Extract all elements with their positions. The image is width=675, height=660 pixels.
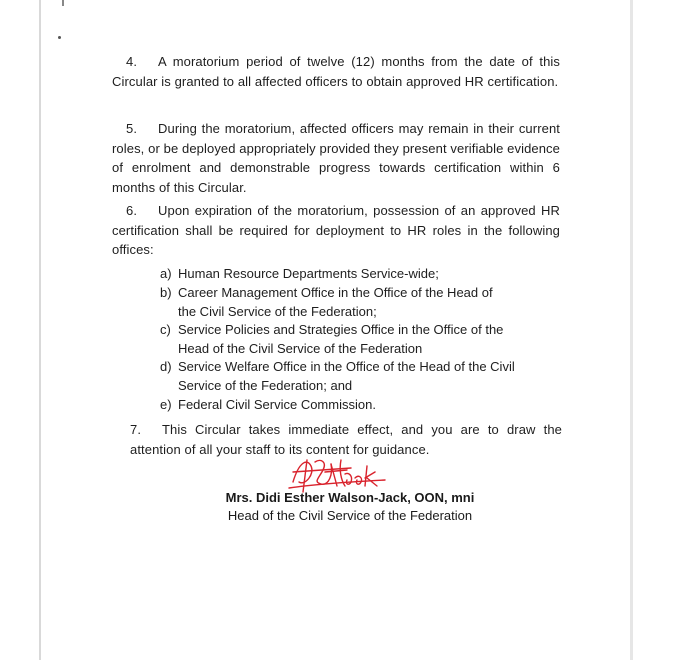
paragraph-text: During the moratorium, affected officers may remain in their current roles, or be deployed appropriately provided they present verifiable evidence of enrolment and demonstrable progress towards certification within 6 months of this Circular. <box>112 121 560 195</box>
list-item-text: Career Management Office in the Office of the Head of <box>178 285 493 300</box>
list-marker: e) <box>160 397 172 412</box>
list-item-continuation: the Civil Service of the Federation; <box>178 304 377 319</box>
list-marker: b) <box>160 285 172 300</box>
scan-edge-right <box>630 0 633 660</box>
list-item-continuation: Head of the Civil Service of the Federation <box>178 341 423 356</box>
list-item-text: Service Policies and Strategies Office in the Office of the <box>178 322 504 337</box>
list-item <box>160 357 515 376</box>
paragraph-number: 6. <box>126 203 138 218</box>
list-marker: a) <box>160 266 172 281</box>
list-item <box>160 283 493 302</box>
list-item <box>160 395 376 414</box>
scan-mark <box>62 0 64 6</box>
list-item <box>160 264 439 283</box>
list-item-continuation: Service of the Federation; and <box>178 378 353 393</box>
scan-edge-left <box>39 0 41 660</box>
paragraph-text: This Circular takes immediate effect, and you are to draw the attention of all your staff to its content for guidance. <box>130 422 562 457</box>
list-marker: c) <box>160 322 171 337</box>
paragraph-4 <box>112 52 560 91</box>
paragraph-text: A moratorium period of twelve (12) months from the date of this Circular is granted to all affected officers to obtain approved HR certification. <box>112 54 560 89</box>
paragraph-6 <box>112 201 560 260</box>
paragraph-text: Upon expiration of the moratorium, possession of an approved HR certification shall be required for deployment to HR roles in the following offices: <box>112 203 560 257</box>
list-item-text: Federal Civil Service Commission. <box>178 397 376 412</box>
paragraph-number: 5. <box>126 121 138 136</box>
paragraph-number: 7. <box>130 422 142 437</box>
scan-dot <box>58 36 61 39</box>
list-item-text: Service Welfare Office in the Office of the Head of the Civil <box>178 359 515 374</box>
list-item-text: Human Resource Departments Service-wide; <box>178 266 439 281</box>
signatory-title: Head of the Civil Service of the Federation <box>227 508 473 523</box>
paragraph-5 <box>112 119 560 197</box>
paragraph-number: 4. <box>126 54 138 69</box>
signatory-name: Mrs. Didi Esther Walson-Jack, OON, mni <box>225 490 475 505</box>
list-marker: d) <box>160 359 172 374</box>
list-item <box>160 320 503 339</box>
